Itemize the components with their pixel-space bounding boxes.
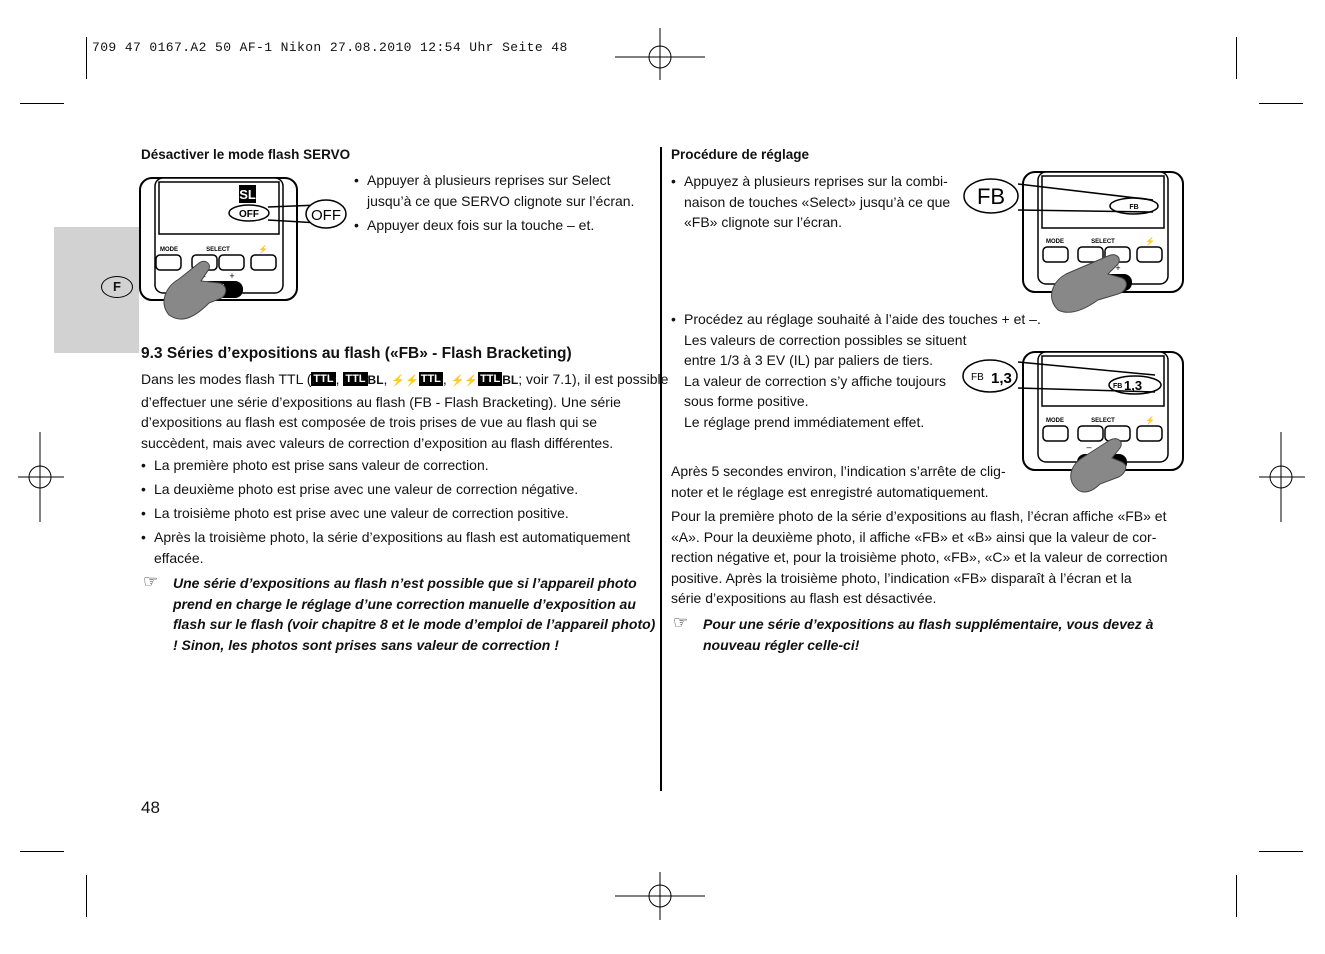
intro-paragraph: Dans les modes flash TTL ( TTL , TTL BL, ⚡⚡ TTL , ⚡⚡ TTL BL; voir 7.1), il est possible d’effectuer une série d’expositions au flash (FB - Flash Bracketing). Une série d’expositions au flash est composée de trois prises de vue au flash qui se succèdent, mais avec valeurs de correction d’exposition au flash différentes. xyxy=(141,371,669,451)
mode-button xyxy=(1043,426,1068,441)
flash-label: ⚡ xyxy=(1145,237,1155,246)
mode-button xyxy=(156,255,181,270)
note-left: ☞ Une série d’expositions au flash n’est possible que si l’appareil photo prend en charge le réglage d’une correction manuelle d’exposition au flash sur le flash (voir chapitre 8 et le mode d’emploi de l’appareil photo) ! Sinon, les photos sont prises sans valeur de correction ! xyxy=(143,572,656,653)
display-label: FB xyxy=(1113,383,1123,390)
servo-heading: Désactiver le mode flash SERVO xyxy=(141,147,351,162)
print-header: 709 47 0167.A2 50 AF-1 Nikon 27.08.2010 12:54 Uhr Seite 48 xyxy=(92,40,568,55)
language-badge: F xyxy=(101,276,133,298)
flash-button xyxy=(1137,426,1162,441)
flash-button xyxy=(251,255,276,270)
plus-label: + xyxy=(1115,263,1121,273)
callout-value: 1,3 xyxy=(991,370,1012,387)
select-label: SELECT xyxy=(1091,239,1115,245)
flash-pair-icon-2: ⚡⚡ xyxy=(450,375,479,387)
display-value: OFF xyxy=(239,209,259,220)
flash-label: ⚡ xyxy=(1145,416,1155,425)
servo-bullets: • Appuyer à plusieurs reprises sur Select jusqu’à ce que SERVO clignote sur l’écran. • Appuyer deux fois sur la touche – et. xyxy=(354,170,634,236)
callout-value: OFF xyxy=(311,207,341,224)
select-label: SELECT xyxy=(206,247,230,253)
ttl-mode-icon: TTL xyxy=(313,373,334,385)
mode-label: MODE xyxy=(1046,239,1064,245)
display-symbol: SL xyxy=(239,187,256,202)
pointing-hand-icon: ☞ xyxy=(143,572,159,591)
page-number: 48 xyxy=(141,798,160,817)
pointing-hand-icon: ☞ xyxy=(673,613,689,632)
note-right: ☞ Pour une série d’expositions au flash supplémentaire, vous devez à nouveau régler celle-ci! xyxy=(673,613,1154,653)
mode-label: MODE xyxy=(1046,418,1064,424)
list-item: • La troisième photo est prise avec une valeur de correction positive. xyxy=(141,503,656,524)
minus-button xyxy=(1078,426,1103,441)
ttl-bl-mode-icon: TTL xyxy=(345,373,366,385)
display-value: FB xyxy=(1129,204,1139,211)
flash-button xyxy=(1137,247,1162,262)
auto-save-paragraph: Après 5 secondes environ, l’indication s’arrête de clig- noter et le réglage est enregistré automatiquement. xyxy=(671,463,1006,500)
list-item: • La deuxième photo est prise avec une valeur de correction négative. xyxy=(141,479,656,500)
flash-pair-icon: ⚡⚡ xyxy=(391,375,419,387)
display-value: 1,3 xyxy=(1124,378,1143,393)
minus-label: – xyxy=(1086,442,1092,452)
plus-label: + xyxy=(229,271,235,281)
ttl-bl-mode-icon-2: TTL xyxy=(480,373,501,385)
flash-device-illustration-servo xyxy=(139,175,349,325)
column-divider xyxy=(660,147,662,791)
ttl-mode-icon-2: TTL xyxy=(420,373,441,385)
series-paragraph: Pour la première photo de la série d’expositions au flash, l’écran affiche «FB» et «A». Pour la deuxième photo, il affiche «FB» et «B» ainsi que la valeur de cor- rection négative et, pour la troisième photo, «FB», «C» et la valeur de correction positive. Après la troisième photo, l’indication «FB» disparaît à l’écran et la série d’expositions au flash est désactivée. xyxy=(671,508,1168,606)
list-item: • Après la troisième photo, la série d’expositions au flash est automatiquement effacée. xyxy=(141,527,656,568)
bullet-list xyxy=(141,455,656,568)
flash-label: ⚡ xyxy=(258,245,268,254)
plus-button xyxy=(219,255,244,270)
section-title: 9.3 Séries d’expositions au flash («FB» - Flash Bracketing) xyxy=(141,345,572,362)
list-item: • La première photo est prise sans valeur de correction. xyxy=(141,455,656,476)
mode-button xyxy=(1043,247,1068,262)
callout-label: FB xyxy=(971,372,984,383)
select-label: SELECT xyxy=(1091,418,1115,424)
flash-device-illustration-fb xyxy=(958,170,1188,315)
callout-value: FB xyxy=(976,184,1006,209)
mode-label: MODE xyxy=(160,247,178,253)
procedure-bullet-2: • Procédez au réglage souhaité à l’aide des touches + et –. Les valeurs de correction possibles se situent entre 1/3 à 3 EV (IL) par paliers de tiers. La valeur de correction s’y affiche toujours sous forme positive. Le réglage prend immédiatement effet. xyxy=(671,309,1041,432)
procedure-heading: Procédure de réglage xyxy=(671,147,810,162)
procedure-bullet-1: • Appuyez à plusieurs reprises sur la combi- naison de touches «Select» jusqu’à ce que «FB» clignote sur l’écran. xyxy=(671,171,950,233)
